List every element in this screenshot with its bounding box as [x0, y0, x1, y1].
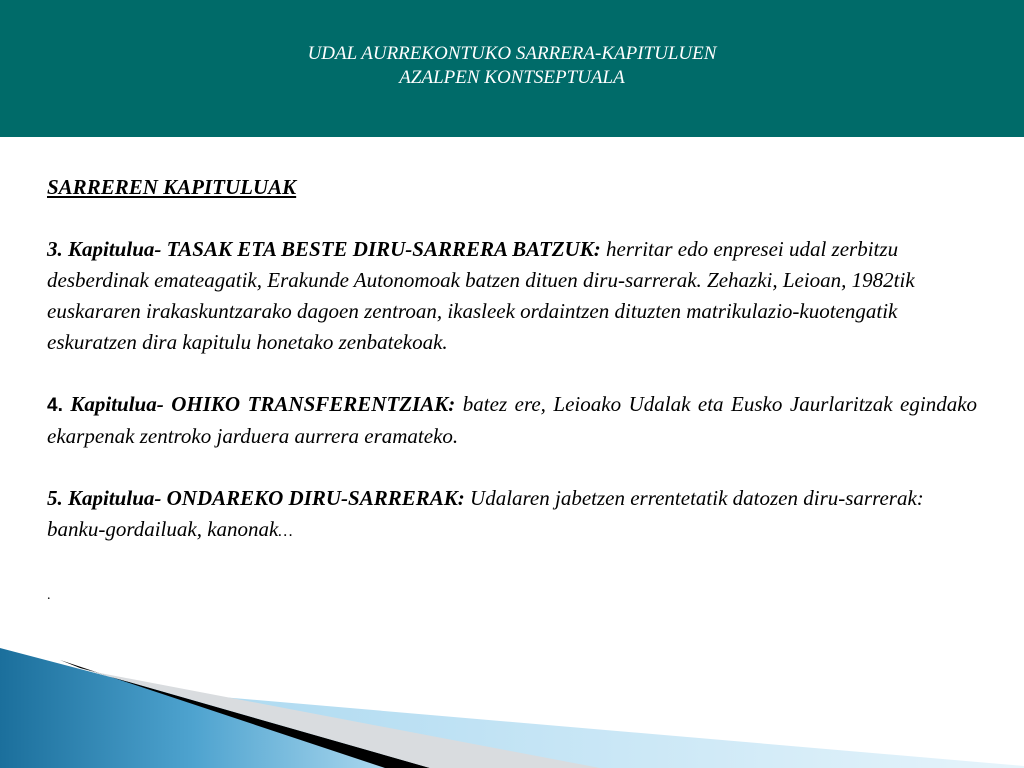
section-heading: SARREREN KAPITULUAK [47, 175, 297, 199]
chapter-3-paragraph [47, 234, 977, 358]
chapter-5-number: 5. [47, 486, 63, 510]
decor-grey-stripe [80, 668, 600, 768]
decor-black-stripe [60, 660, 430, 768]
decor-light-stripe [0, 655, 1024, 768]
chapter-3-body: herritar edo enpresei udal zerbitzu desberdinak emateagatik, Erakunde Autonomoak batzen dituen diru-sarrerak. Zehazki, Leioan, 1982tik euskararen irakaskuntzarako dagoen zentroan, ikasleek ordaintzen dituzten matrikulazio-kuotengatik eskuratzen dira kapitulu honetako zenbatekoak. [47, 237, 915, 354]
chapter-4-body: batez ere, Leioako Udalak eta Eusko Jaurlaritzak egindako ekarpenak zentroko jarduera aurrera eramateko. [47, 392, 978, 448]
slide-content [47, 172, 977, 578]
chapter-5-paragraph [47, 483, 977, 547]
chapter-4-number: 4. [47, 395, 63, 416]
chapter-3-number: 3. [47, 237, 63, 261]
chapter-5-ellipsis: … [278, 523, 293, 540]
chapter-3-title: Kapitulua- TASAK ETA BESTE DIRU-SARRERA BATZUK: [68, 237, 601, 261]
chapter-4-paragraph [47, 389, 977, 452]
slide-title [0, 42, 1024, 90]
chapter-5-title: Kapitulua- ONDAREKO DIRU-SARRERAK: [62, 486, 465, 510]
chapter-4-title: Kapitulua- OHIKO TRANSFERENTZIAK: [62, 392, 456, 416]
slide-title-line-2: AZALPEN KONTSEPTUALA [399, 67, 625, 88]
trailing-mark: . [47, 588, 51, 603]
decor-blue-wedge [0, 648, 430, 768]
slide-title-line-1: UDAL AURREKONTUKO SARRERA-KAPITULUEN [307, 43, 717, 64]
chapter-5-body: Udalaren jabetzen errentetatik datozen diru-sarrerak: banku-gordailuak, kanonak [47, 486, 924, 541]
